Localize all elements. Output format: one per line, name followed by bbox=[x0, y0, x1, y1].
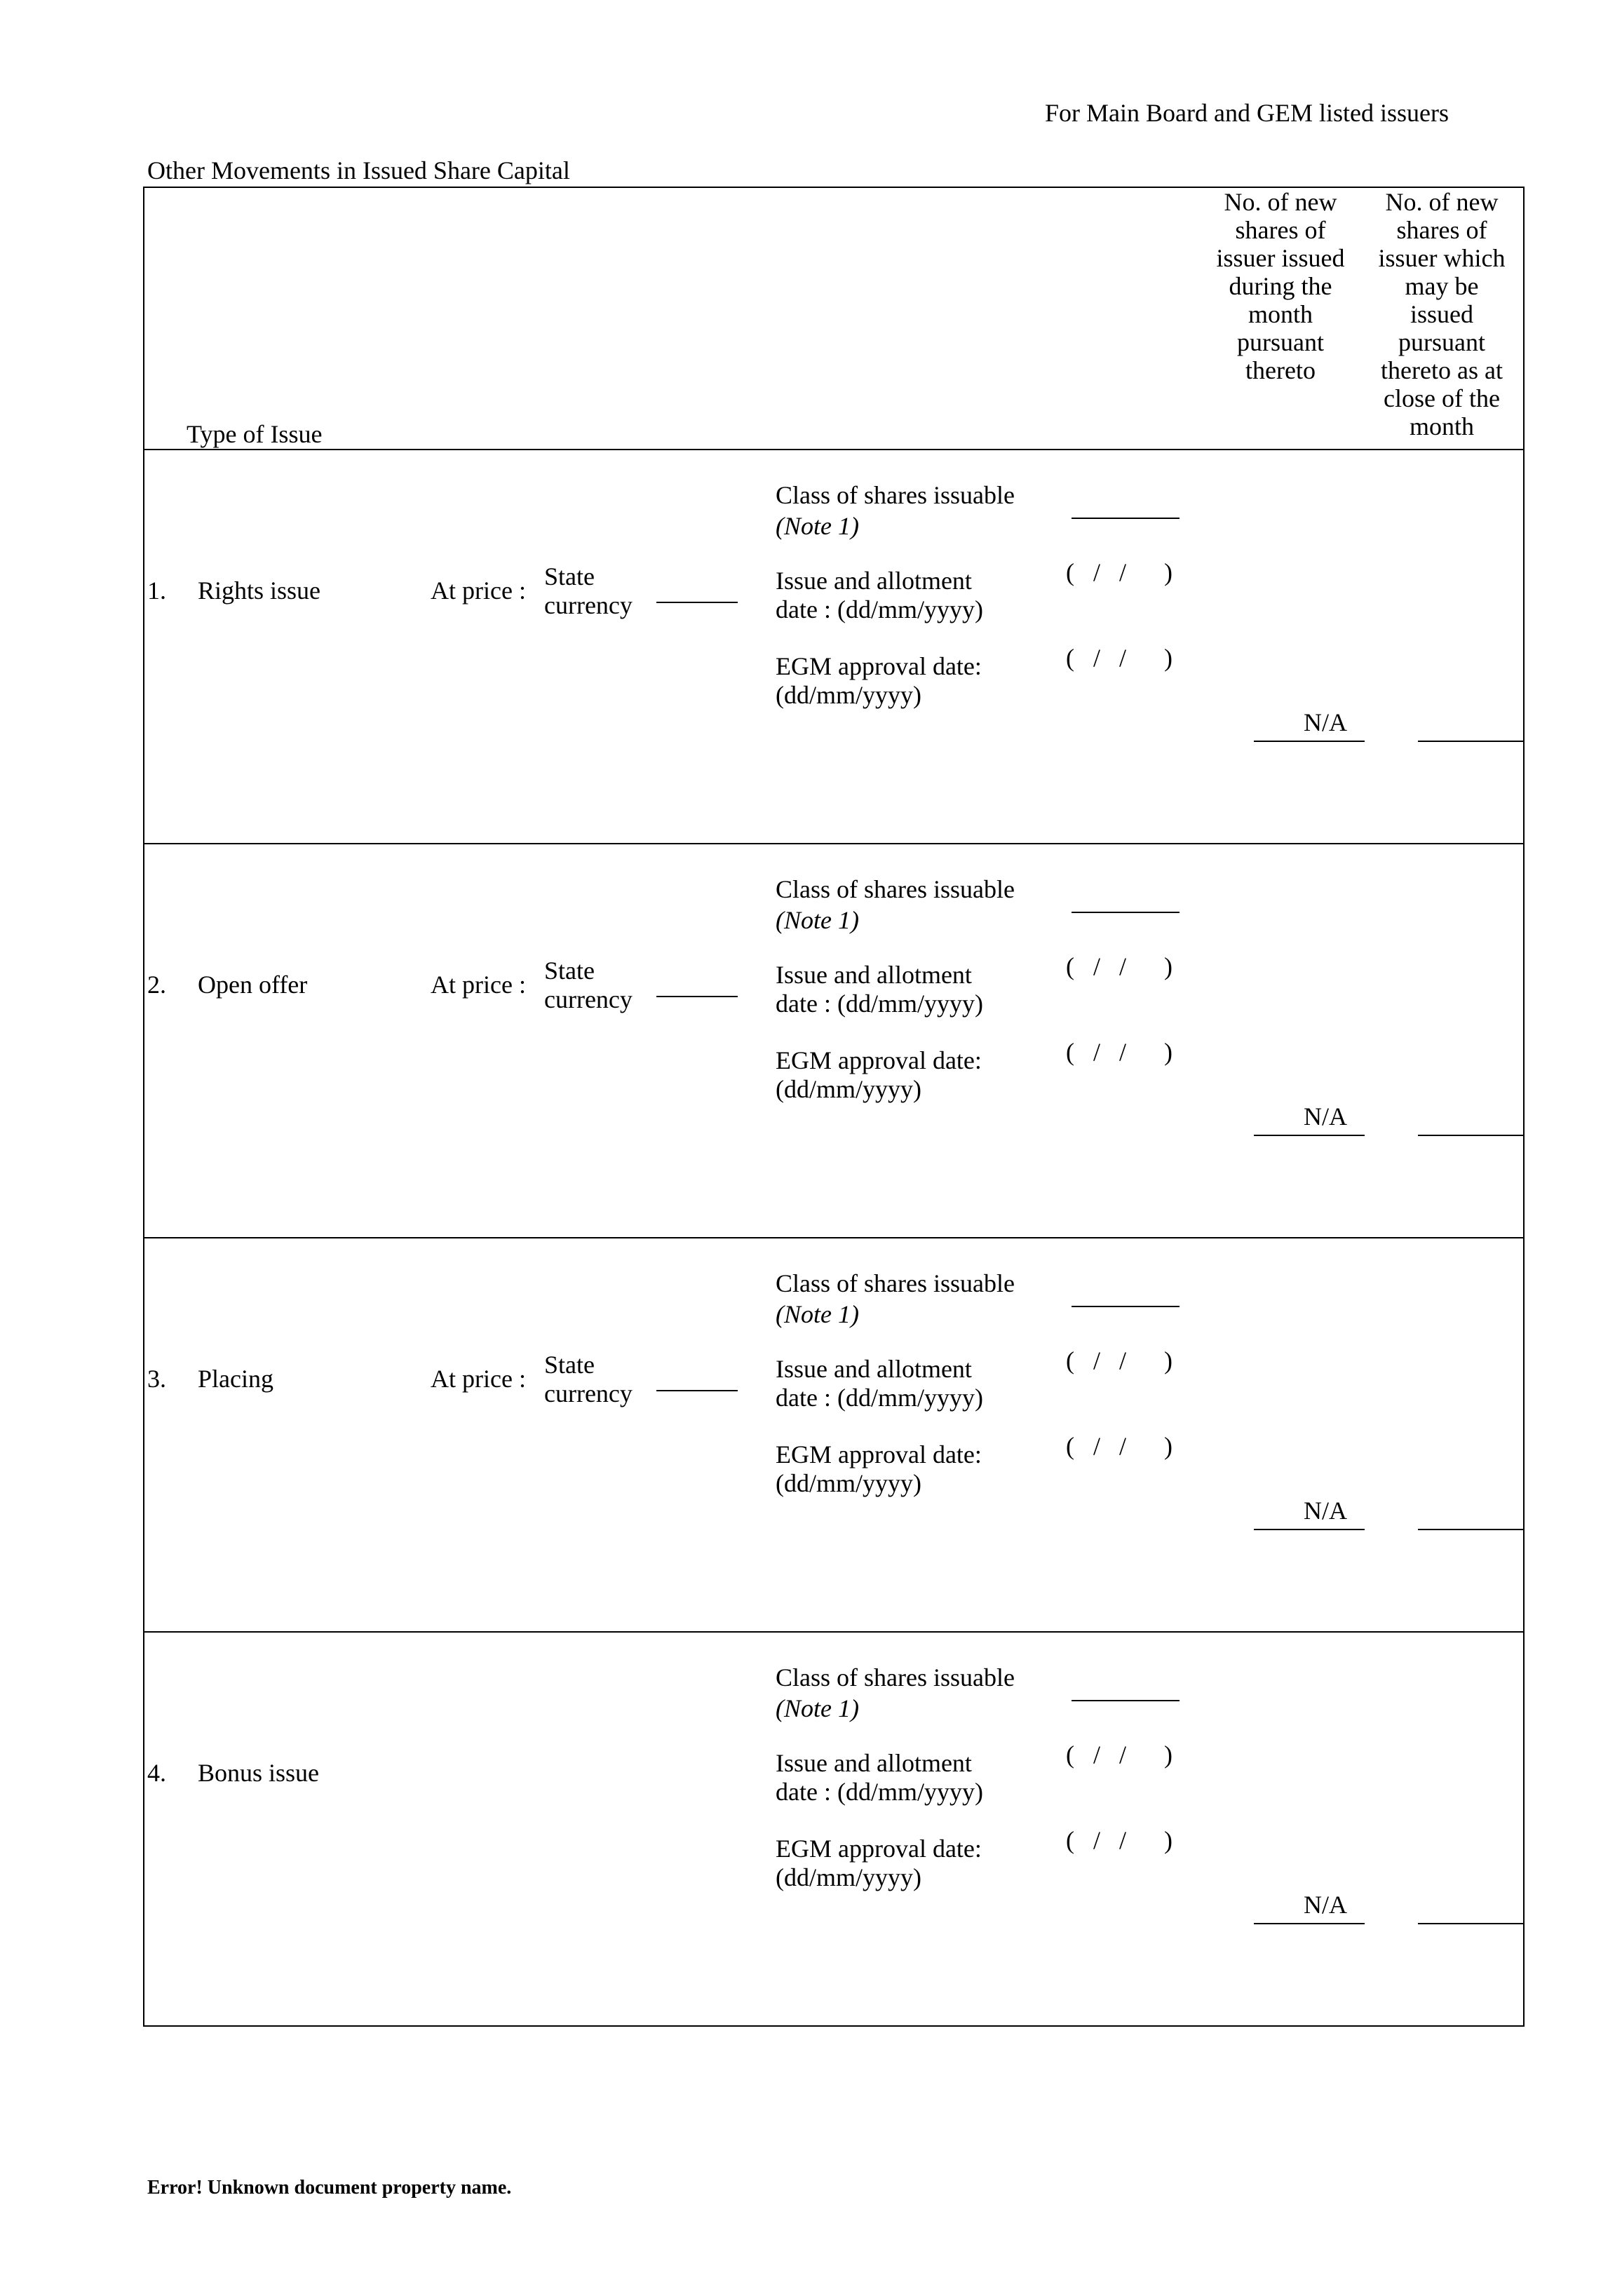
table-row bbox=[144, 1238, 1523, 1631]
at-price-label: At price : bbox=[431, 1365, 526, 1393]
class-of-shares-field[interactable] bbox=[1072, 1306, 1180, 1307]
class-of-shares-label: Class of shares issuable bbox=[776, 481, 1015, 509]
page-header-title: For Main Board and GEM listed issuers bbox=[1045, 99, 1449, 127]
row-number: 1. bbox=[147, 576, 166, 605]
price-field[interactable] bbox=[656, 602, 738, 603]
issue-type: Placing bbox=[198, 1365, 273, 1393]
issue-type: Open offer bbox=[198, 971, 308, 999]
issued-value-line bbox=[1254, 1135, 1365, 1136]
table-row bbox=[144, 450, 1523, 843]
egm-date-field[interactable]: ( / / ) bbox=[1066, 1432, 1172, 1460]
allotment-date-field[interactable]: ( / / ) bbox=[1066, 952, 1172, 980]
price-field[interactable] bbox=[656, 996, 738, 997]
allotment-date-field[interactable]: ( / / ) bbox=[1066, 1346, 1172, 1375]
issued-value-line bbox=[1254, 1529, 1365, 1530]
col-header-may-issue: No. of new shares of issuer which may be issued pursuant thereto as at close of the month bbox=[1378, 188, 1506, 440]
class-note: (Note 1) bbox=[776, 1694, 859, 1722]
egm-date-field[interactable]: ( / / ) bbox=[1066, 1826, 1172, 1854]
class-of-shares-field[interactable] bbox=[1072, 518, 1180, 519]
page-footer: Error! Unknown document property name. bbox=[147, 2177, 512, 2199]
col-header-new-issued: No. of new shares of issuer issued during the month pursuant thereto bbox=[1216, 188, 1345, 384]
allotment-date-field[interactable]: ( / / ) bbox=[1066, 558, 1172, 586]
allotment-date-label: Issue and allotment date : (dd/mm/yyyy) bbox=[776, 1749, 983, 1806]
price-field[interactable] bbox=[656, 1390, 738, 1391]
class-note: (Note 1) bbox=[776, 906, 859, 934]
class-of-shares-label: Class of shares issuable bbox=[776, 1663, 1015, 1691]
table-row bbox=[144, 844, 1523, 1237]
row-number: 4. bbox=[147, 1759, 166, 1787]
allotment-date-label: Issue and allotment date : (dd/mm/yyyy) bbox=[776, 1355, 983, 1412]
egm-date-field[interactable]: ( / / ) bbox=[1066, 644, 1172, 672]
type-of-issue-header: Type of Issue bbox=[187, 420, 323, 448]
egm-date-label: EGM approval date: (dd/mm/yyyy) bbox=[776, 1835, 982, 1891]
issue-type: Bonus issue bbox=[198, 1759, 320, 1787]
issued-value-line bbox=[1254, 741, 1365, 742]
issued-value-line bbox=[1254, 1923, 1365, 1924]
egm-date-label: EGM approval date: (dd/mm/yyyy) bbox=[776, 1046, 982, 1103]
class-note: (Note 1) bbox=[776, 1300, 859, 1328]
row-number: 2. bbox=[147, 971, 166, 999]
issued-value: N/A bbox=[1304, 1497, 1347, 1525]
state-currency-label: State currency bbox=[544, 957, 633, 1013]
class-of-shares-field[interactable] bbox=[1072, 1700, 1180, 1701]
state-currency-label: State currency bbox=[544, 562, 633, 619]
section-title: Other Movements in Issued Share Capital bbox=[147, 156, 570, 184]
class-of-shares-label: Class of shares issuable bbox=[776, 875, 1015, 903]
state-currency-label: State currency bbox=[544, 1351, 633, 1407]
allotment-date-label: Issue and allotment date : (dd/mm/yyyy) bbox=[776, 567, 983, 623]
class-note: (Note 1) bbox=[776, 512, 859, 540]
egm-date-field[interactable]: ( / / ) bbox=[1066, 1038, 1172, 1066]
may-issue-field[interactable] bbox=[1418, 741, 1525, 742]
class-of-shares-label: Class of shares issuable bbox=[776, 1269, 1015, 1297]
at-price-label: At price : bbox=[431, 971, 526, 999]
issued-value: N/A bbox=[1304, 1102, 1347, 1130]
issued-value: N/A bbox=[1304, 708, 1347, 736]
table-row bbox=[144, 1633, 1523, 2025]
movements-table bbox=[143, 187, 1525, 2027]
allotment-date-label: Issue and allotment date : (dd/mm/yyyy) bbox=[776, 961, 983, 1018]
class-of-shares-field[interactable] bbox=[1072, 912, 1180, 913]
issued-value: N/A bbox=[1304, 1891, 1347, 1919]
may-issue-field[interactable] bbox=[1418, 1923, 1525, 1924]
may-issue-field[interactable] bbox=[1418, 1529, 1525, 1530]
at-price-label: At price : bbox=[431, 576, 526, 605]
egm-date-label: EGM approval date: (dd/mm/yyyy) bbox=[776, 1440, 982, 1497]
may-issue-field[interactable] bbox=[1418, 1135, 1525, 1136]
egm-date-label: EGM approval date: (dd/mm/yyyy) bbox=[776, 652, 982, 709]
issue-type: Rights issue bbox=[198, 576, 321, 605]
allotment-date-field[interactable]: ( / / ) bbox=[1066, 1741, 1172, 1769]
row-number: 3. bbox=[147, 1365, 166, 1393]
